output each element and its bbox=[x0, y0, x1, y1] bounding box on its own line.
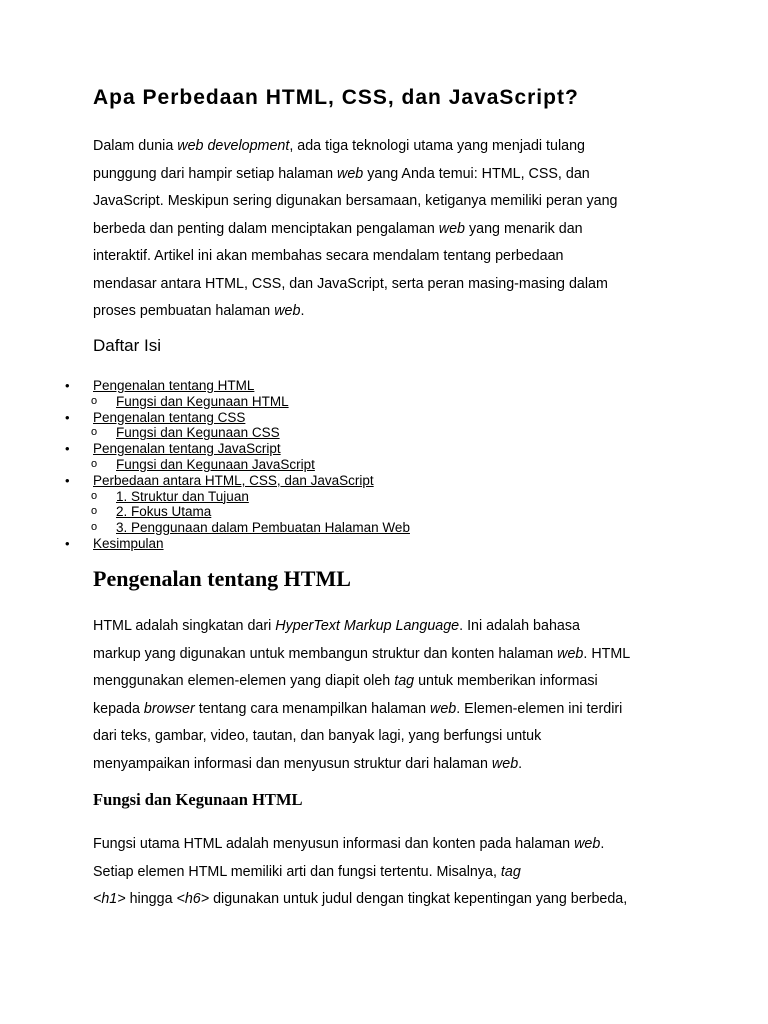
toc-item bbox=[0, 425, 410, 441]
toc-link-css-intro[interactable]: Pengenalan tentang CSS bbox=[93, 409, 246, 425]
circle-bullet-icon: o bbox=[91, 426, 98, 439]
circle-bullet-icon: o bbox=[91, 457, 98, 470]
toc-link-focus[interactable]: 2. Fokus Utama bbox=[116, 504, 212, 520]
text-line: dari teks, gambar, video, tautan, dan banyak lagi, yang berfungsi untuk bbox=[93, 728, 542, 744]
text-line: <h1> hingga <h6> digunakan untuk judul dengan tingkat kepentingan yang berbeda, bbox=[93, 891, 628, 907]
text-line: kepada browser tentang cara menampilkan halaman web. Elemen-elemen ini terdiri bbox=[93, 700, 623, 717]
toc-item bbox=[0, 536, 410, 552]
toc-link-js-intro[interactable]: Pengenalan tentang JavaScript bbox=[93, 441, 281, 457]
toc-item bbox=[0, 378, 410, 394]
text-line: menggunakan elemen-elemen yang diapit oleh tag untuk memberikan informasi bbox=[93, 673, 598, 689]
toc-link-html-intro[interactable]: Pengenalan tentang HTML bbox=[93, 378, 255, 393]
html-intro-paragraph bbox=[93, 618, 630, 783]
toc-item bbox=[0, 489, 410, 505]
toc-item bbox=[0, 441, 410, 457]
text-line: Fungsi utama HTML adalah menyusun informasi dan konten pada halaman web. bbox=[93, 836, 605, 852]
toc-link-usage[interactable]: 3. Penggunaan dalam Pembuatan Halaman Web bbox=[116, 520, 410, 536]
text-line: proses pembuatan halaman web. bbox=[93, 303, 305, 319]
toc-link-html-function[interactable]: Fungsi dan Kegunaan HTML bbox=[116, 393, 289, 409]
bullet-icon: • bbox=[65, 441, 70, 457]
toc-item bbox=[0, 504, 410, 520]
bullet-icon: • bbox=[65, 378, 70, 393]
page-title: Apa Perbedaan HTML, CSS, dan JavaScript? bbox=[93, 86, 579, 109]
text-line: Setiap elemen HTML memiliki arti dan fungsi tertentu. Misalnya, tag bbox=[93, 863, 521, 880]
bullet-icon: • bbox=[65, 535, 70, 551]
circle-bullet-icon: o bbox=[91, 394, 98, 407]
bullet-icon: • bbox=[65, 409, 70, 425]
toc-link-conclusion[interactable]: Kesimpulan bbox=[93, 535, 164, 551]
toc-item bbox=[0, 520, 410, 536]
text-line: berbeda dan penting dalam menciptakan pengalaman web yang menarik dan bbox=[93, 220, 583, 237]
toc-item bbox=[0, 410, 410, 426]
toc-item bbox=[0, 457, 410, 473]
toc-item bbox=[0, 394, 410, 410]
html-function-paragraph bbox=[93, 836, 627, 919]
toc-link-js-function[interactable]: Fungsi dan Kegunaan JavaScript bbox=[116, 456, 315, 472]
section-title-html: Pengenalan tentang HTML bbox=[93, 566, 351, 591]
toc-link-structure[interactable]: 1. Struktur dan Tujuan bbox=[116, 488, 249, 504]
toc-link-css-function[interactable]: Fungsi dan Kegunaan CSS bbox=[116, 425, 280, 441]
text-line: interaktif. Artikel ini akan membahas secara mendalam tentang perbedaan bbox=[93, 248, 564, 264]
circle-bullet-icon: o bbox=[91, 489, 98, 502]
circle-bullet-icon: o bbox=[91, 521, 98, 534]
table-of-contents bbox=[0, 378, 410, 552]
text-line: punggung dari hampir setiap halaman web yang Anda temui: HTML, CSS, dan bbox=[93, 165, 590, 182]
text-line: JavaScript. Meskipun sering digunakan bersamaan, ketiganya memiliki peran yang bbox=[93, 193, 618, 209]
subsection-title-html-function: Fungsi dan Kegunaan HTML bbox=[93, 790, 303, 809]
text-line: markup yang digunakan untuk membangun struktur dan konten halaman web. HTML bbox=[93, 645, 631, 662]
text-line: HTML adalah singkatan dari HyperText Markup Language. Ini adalah bahasa bbox=[93, 618, 580, 634]
text-line: mendasar antara HTML, CSS, dan JavaScript, serta peran masing-masing dalam bbox=[93, 275, 608, 292]
intro-paragraph bbox=[93, 138, 618, 331]
bullet-icon: • bbox=[65, 472, 70, 488]
text-line: menyampaikan informasi dan menyusun struktur dari halaman web. bbox=[93, 755, 523, 772]
toc-item bbox=[0, 473, 410, 489]
text-line: Dalam dunia web development, ada tiga teknologi utama yang menjadi tulang bbox=[93, 138, 585, 154]
toc-link-differences[interactable]: Perbedaan antara HTML, CSS, dan JavaScript bbox=[93, 472, 374, 488]
toc-heading: Daftar Isi bbox=[93, 336, 162, 355]
circle-bullet-icon: o bbox=[91, 505, 98, 518]
